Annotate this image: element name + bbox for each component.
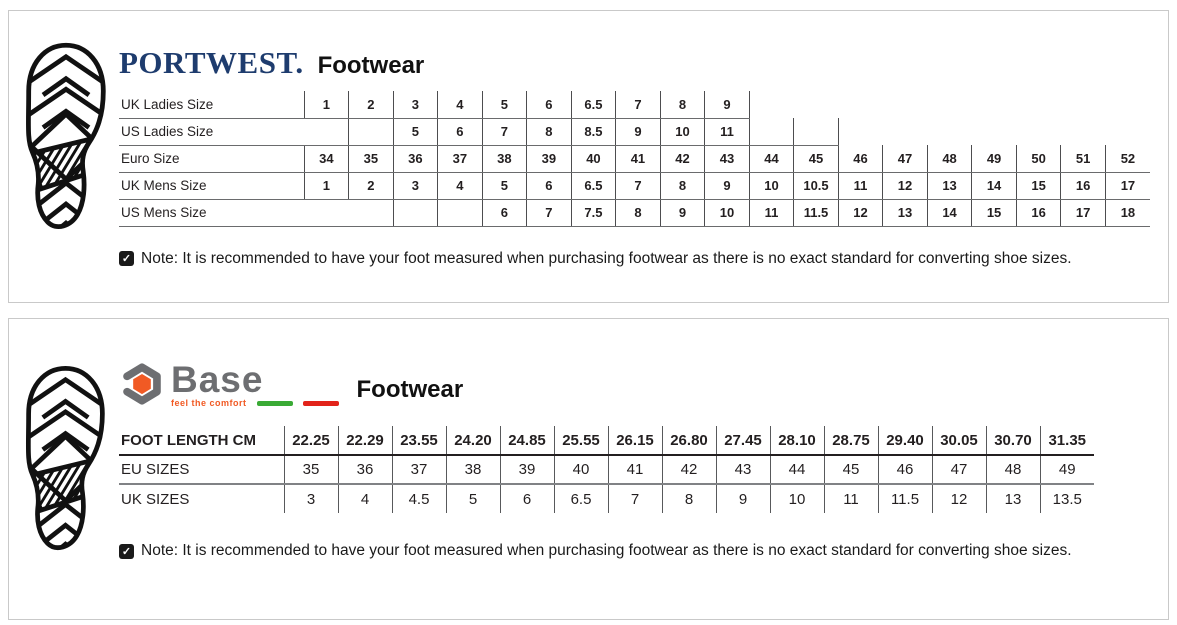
size-cell: 49 [1040,455,1094,484]
base-tagline: feel the comfort [171,398,247,408]
size-cell: 11.5 [794,199,839,226]
size-cell: 45 [824,455,878,484]
size-cell: 4 [438,91,483,118]
size-cell: 36 [393,145,438,172]
size-cell: 6 [438,118,483,145]
size-cell: 24.20 [446,426,500,455]
table-row [119,484,1094,513]
size-cell: 3 [393,172,438,199]
size-cell: 25.55 [554,426,608,455]
size-cell: 52 [1105,145,1150,172]
row-label: US Mens Size [119,199,304,226]
size-cell: 5 [446,484,500,513]
size-cell [438,199,483,226]
size-cell: 31.35 [1040,426,1094,455]
size-cell [393,199,438,226]
size-cell: 13 [927,172,972,199]
size-cell [1105,118,1150,145]
size-cell: 6 [527,172,572,199]
size-cell [927,118,972,145]
size-cell: 39 [500,455,554,484]
size-cell [794,118,839,145]
size-cell: 27.45 [716,426,770,455]
size-cell: 23.55 [392,426,446,455]
base-size-table [119,426,1094,513]
size-cell [1061,118,1106,145]
size-cell: 9 [616,118,661,145]
size-cell: 7 [482,118,527,145]
size-cell: 8 [616,199,661,226]
size-cell [304,118,349,145]
size-cell: 13 [986,484,1040,513]
base-footwear-title: Footwear [356,375,464,403]
size-cell: 45 [794,145,839,172]
table-row [119,426,1094,455]
size-cell: 50 [1016,145,1061,172]
hex-nut-icon [119,361,165,412]
portwest-footwear-title: Footwear [317,52,425,79]
size-cell: 43 [705,145,750,172]
size-cell: 8 [527,118,572,145]
size-cell: 17 [1061,199,1106,226]
portwest-header [119,11,1168,81]
size-cell [1016,91,1061,118]
size-cell [1105,91,1150,118]
size-cell [349,199,394,226]
size-cell: 8.5 [571,118,616,145]
size-cell: 10 [705,199,750,226]
size-cell: 41 [616,145,661,172]
size-cell: 12 [932,484,986,513]
size-cell: 29.40 [878,426,932,455]
size-cell: 9 [705,172,750,199]
size-cell: 6.5 [554,484,608,513]
size-cell: 10.5 [794,172,839,199]
row-label: UK SIZES [121,490,190,508]
size-cell: 6 [500,484,554,513]
shoe-sole-tread-icon [22,40,110,243]
size-cell: 26.80 [662,426,716,455]
size-cell: 10 [660,118,705,145]
size-cell: 18 [1105,199,1150,226]
size-cell: 13 [883,199,928,226]
size-cell: 12 [838,199,883,226]
size-cell: 7 [527,199,572,226]
size-cell: 40 [554,455,608,484]
portwest-logo: PORTWEST. [119,45,304,80]
base-logo [119,361,339,412]
size-cell [883,118,928,145]
size-cell: 16 [1016,199,1061,226]
row-label: FOOT LENGTH CM [119,426,284,455]
table-row [119,455,1094,484]
size-cell: 36 [338,455,392,484]
size-cell: 41 [608,455,662,484]
green-flag-bar [257,401,293,406]
size-cell: 4.5 [392,484,446,513]
size-cell: 1 [304,172,349,199]
size-cell: 35 [349,145,394,172]
shoe-sole-tread-icon [22,363,109,564]
red-flag-bar [303,401,339,406]
size-cell: 7.5 [571,199,616,226]
size-cell: 44 [770,455,824,484]
size-cell: 11 [705,118,750,145]
size-cell [883,91,928,118]
checked-box-icon: ✓ [119,544,134,559]
row-label: Euro Size [119,145,304,172]
size-cell: 9 [660,199,705,226]
base-wordmark: Base [171,359,264,400]
size-cell: 30.70 [986,426,1040,455]
size-cell: 4 [438,172,483,199]
size-cell [838,91,883,118]
size-cell: 5 [482,172,527,199]
size-cell: 6.5 [571,172,616,199]
base-size-chart-panel [8,318,1169,620]
size-cell: 16 [1061,172,1106,199]
row-label: UK Mens Size [119,172,304,199]
size-cell [1016,118,1061,145]
size-cell: 43 [716,455,770,484]
size-cell: 51 [1061,145,1106,172]
size-cell: 17 [1105,172,1150,199]
size-cell: 7 [616,172,661,199]
size-cell [794,91,839,118]
size-cell: 6 [527,91,572,118]
size-cell: 48 [927,145,972,172]
size-cell: 47 [932,455,986,484]
size-cell: 2 [349,172,394,199]
size-cell: 5 [482,91,527,118]
size-cell: 28.10 [770,426,824,455]
portwest-size-chart-panel [8,10,1169,303]
size-cell: 14 [927,199,972,226]
table-row [119,118,1150,145]
size-cell: 3 [284,484,338,513]
size-cell: 40 [571,145,616,172]
size-cell: 44 [749,145,794,172]
size-cell: 46 [838,145,883,172]
size-cell: 7 [608,484,662,513]
size-cell: 47 [883,145,928,172]
size-cell: 22.29 [338,426,392,455]
size-cell: 6.5 [571,91,616,118]
size-cell: 30.05 [932,426,986,455]
size-cell: 9 [716,484,770,513]
size-cell: 13.5 [1040,484,1094,513]
size-cell: 8 [660,91,705,118]
size-cell: 8 [660,172,705,199]
table-row [119,145,1150,172]
size-cell: 15 [972,199,1017,226]
size-cell [304,199,349,226]
portwest-note-text: Note: It is recommended to have your foot measured when purchasing footwear as there is no exact standard for converting shoe sizes. [141,249,1072,267]
size-cell: 39 [527,145,572,172]
size-cell: 4 [338,484,392,513]
size-cell: 12 [883,172,928,199]
row-label: US Ladies Size [119,118,304,145]
size-cell [349,118,394,145]
base-header [119,319,1168,412]
size-cell: 14 [972,172,1017,199]
checked-box-icon: ✓ [119,251,134,266]
size-cell: 8 [662,484,716,513]
size-cell: 11 [749,199,794,226]
size-cell: 46 [878,455,932,484]
size-cell: 38 [446,455,500,484]
size-cell: 42 [662,455,716,484]
size-cell: 7 [616,91,661,118]
size-cell: 11 [824,484,878,513]
size-cell: 26.15 [608,426,662,455]
row-label: EU SIZES [119,455,284,484]
size-cell: 28.75 [824,426,878,455]
size-cell: 38 [482,145,527,172]
portwest-note [119,250,1168,268]
size-cell: 6 [482,199,527,226]
size-cell: 10 [749,172,794,199]
size-cell: 49 [972,145,1017,172]
base-note-text: Note: It is recommended to have your foot measured when purchasing footwear as there is no exact standard for converting shoe sizes. [141,542,1072,559]
size-cell: 48 [986,455,1040,484]
size-cell: 37 [438,145,483,172]
table-row [119,172,1150,199]
size-cell: 5 [393,118,438,145]
size-cell [972,118,1017,145]
size-cell: 37 [392,455,446,484]
size-cell [972,91,1017,118]
table-row [119,199,1150,226]
size-cell: 35 [284,455,338,484]
size-cell: 10 [770,484,824,513]
size-cell: 3 [393,91,438,118]
size-cell [927,91,972,118]
table-row [119,91,1150,118]
size-cell [749,91,794,118]
portwest-size-table [119,91,1150,227]
size-cell: 11 [838,172,883,199]
size-cell: 34 [304,145,349,172]
size-cell [1061,91,1106,118]
base-note [119,542,1168,560]
size-cell: 9 [705,91,750,118]
size-cell: 22.25 [284,426,338,455]
size-cell: 2 [349,91,394,118]
size-cell: 42 [660,145,705,172]
row-label: UK Ladies Size [119,91,304,118]
size-cell: 11.5 [878,484,932,513]
size-cell [838,118,883,145]
size-cell: 1 [304,91,349,118]
size-cell: 24.85 [500,426,554,455]
size-cell [749,118,794,145]
size-cell: 15 [1016,172,1061,199]
